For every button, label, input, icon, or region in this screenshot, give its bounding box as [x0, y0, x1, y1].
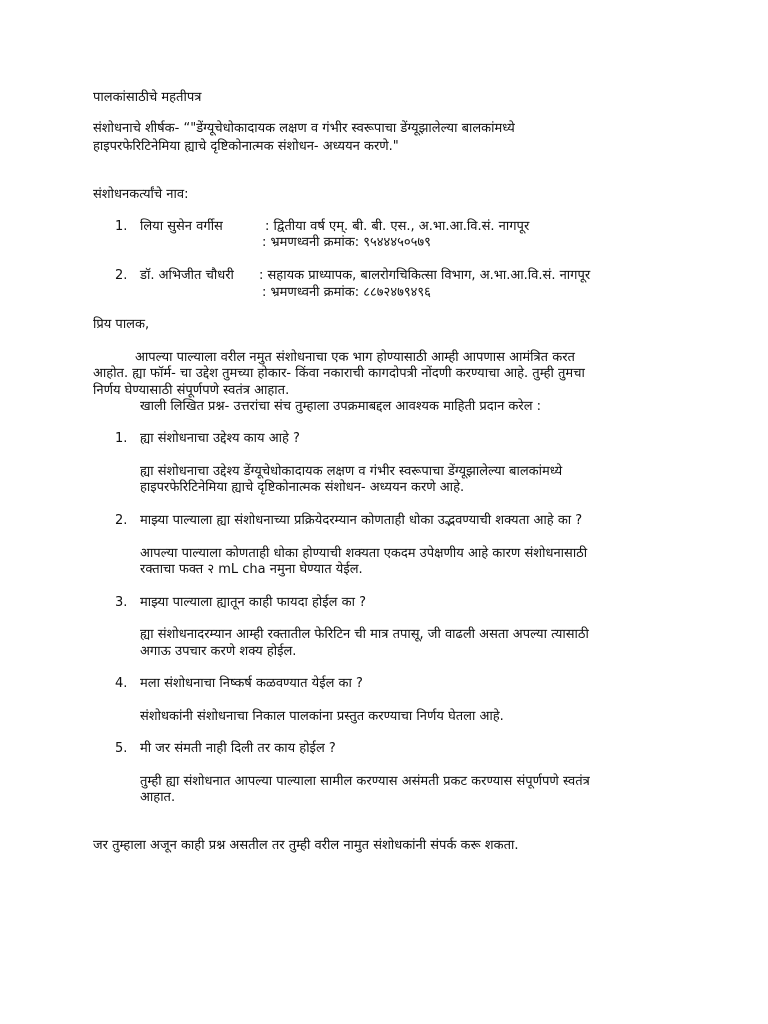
question-1: ह्या संशोधनाचा उद्देश्य काय आहे ? — [140, 431, 300, 446]
question-3-number: 3. — [115, 595, 128, 610]
question-5: मी जर संमती नाही दिली तर काय होईल ? — [140, 741, 336, 756]
research-title-line-1: संशोधनाचे शीर्षक- “"डेंग्यूचेधोकादायक लक्षण व गंभीर स्वरूपाचा डेंग्यूझालेल्या बालकांमध्ये — [93, 121, 515, 136]
answer-3-line-2: अगाऊ उपचार करणे शक्य होईल. — [140, 644, 297, 659]
question-4: मला संशोधनाचा निष्कर्ष कळवण्यात येईल का ? — [140, 676, 363, 691]
question-2: माझ्या पाल्याला ह्या संशोधनाच्या प्रक्रियेदरम्यान कोणताही धोका उद्भवण्याची शक्यता आहे का ? — [140, 513, 583, 528]
question-5-number: 5. — [115, 741, 128, 756]
intro-line-3: निर्णय घेण्यासाठी संपूर्णपणे स्वतंत्र आहात. — [93, 383, 290, 398]
salutation: प्रिय पालक, — [93, 317, 150, 332]
researcher-2-phone: : भ्रमणध्वनी क्रमांक: ८८७२४७९४९६ — [262, 285, 431, 300]
question-3: माझ्या पाल्याला ह्यातून काही फायदा होईल का ? — [140, 595, 366, 610]
question-1-number: 1. — [115, 431, 128, 446]
researcher-2-designation: : सहायक प्राध्यापक, बालरोगचिकित्सा विभाग, अ.भा.आ.वि.सं. नागपूर — [259, 268, 591, 283]
answer-3-line-1: ह्या संशोधनादरम्यान आम्ही रक्तातील फेरिटिन ची मात्र तपासू, जी वाढली असता अपल्या त्यासाठी — [140, 627, 589, 642]
answer-4-line-1: संशोधकांनी संशोधनाचा निकाल पालकांना प्रस्तुत करण्याचा निर्णय घेतला आहे. — [140, 709, 504, 724]
answer-2-line-1: आपल्या पाल्याला कोणताही धोका होण्याची शक्यता एकदम उपेक्षणीय आहे कारण संशोधनासाठी — [140, 546, 588, 561]
researcher-1-designation: : द्वितीया वर्ष एम्. बी. बी. एस., अ.भा.आ.वि.सं. नागपूर — [265, 219, 530, 234]
answer-2-line-2: रक्ताचा फक्त २ mL cha नमुना घेण्यात येईल. — [140, 562, 363, 577]
document-heading: पालकांसाठीचे महतीपत्र — [93, 90, 202, 105]
intro-line-4: खाली लिखित प्रश्न- उत्तरांचा संच तुम्हाला उपक्रमाबद्दल आवश्यक माहिती प्रदान करेल : — [140, 399, 542, 414]
answer-5-line-1: तुम्ही ह्या संशोधनात आपल्या पाल्याला सामील करण्यास असंमती प्रकट करण्यास संपूर्णपणे स्वतंत्र — [140, 774, 590, 789]
intro-line-1: आपल्या पाल्याला वरील नमुत संशोधनाचा एक भाग होण्यासाठी आम्ही आपणास आमंत्रित करत — [135, 350, 575, 365]
researcher-1-phone: : भ्रमणध्वनी क्रमांक: ९५४४४५०५७९ — [262, 235, 431, 250]
intro-line-2: आहोत. ह्या फॉर्म- चा उद्देश तुमच्या होकार- किंवा नकाराची कागदोपत्री नोंदणी करण्याचा आहे. तुम्ही तुमचा — [93, 366, 585, 381]
answer-1-line-1: ह्या संशोधनाचा उद्देश्य डेंग्यूचेधोकादायक लक्षण व गंभीर स्वरूपाचा डेंग्यूझालेल्या बालकांमध्ये — [140, 464, 563, 479]
answer-5-line-2: आहात. — [140, 790, 176, 805]
researcher-1-number: 1. — [115, 219, 128, 234]
question-4-number: 4. — [115, 676, 128, 691]
researcher-1-name: लिया सुसेन वर्गीस — [140, 219, 223, 234]
researcher-2-name: डॉ. अभिजीत चौधरी — [140, 268, 234, 283]
researcher-2-number: 2. — [115, 268, 128, 283]
question-2-number: 2. — [115, 513, 128, 528]
answer-1-line-2: हाइपरफेरिटिनेमिया ह्याचे दृष्टिकोनात्मक संशोधन- अध्ययन करणे आहे. — [140, 480, 465, 495]
closing-note: जर तुम्हाला अजून काही प्रश्न असतील तर तुम्ही वरील नामुत संशोधकांनी संपर्क करू शकता. — [93, 838, 519, 853]
research-title-line-2: हाइपरफेरिटिनेमिया ह्याचे दृष्टिकोनात्मक संशोधन- अध्ययन करणे." — [93, 139, 399, 154]
researchers-heading: संशोधनकर्त्यांचे नाव: — [93, 187, 189, 202]
